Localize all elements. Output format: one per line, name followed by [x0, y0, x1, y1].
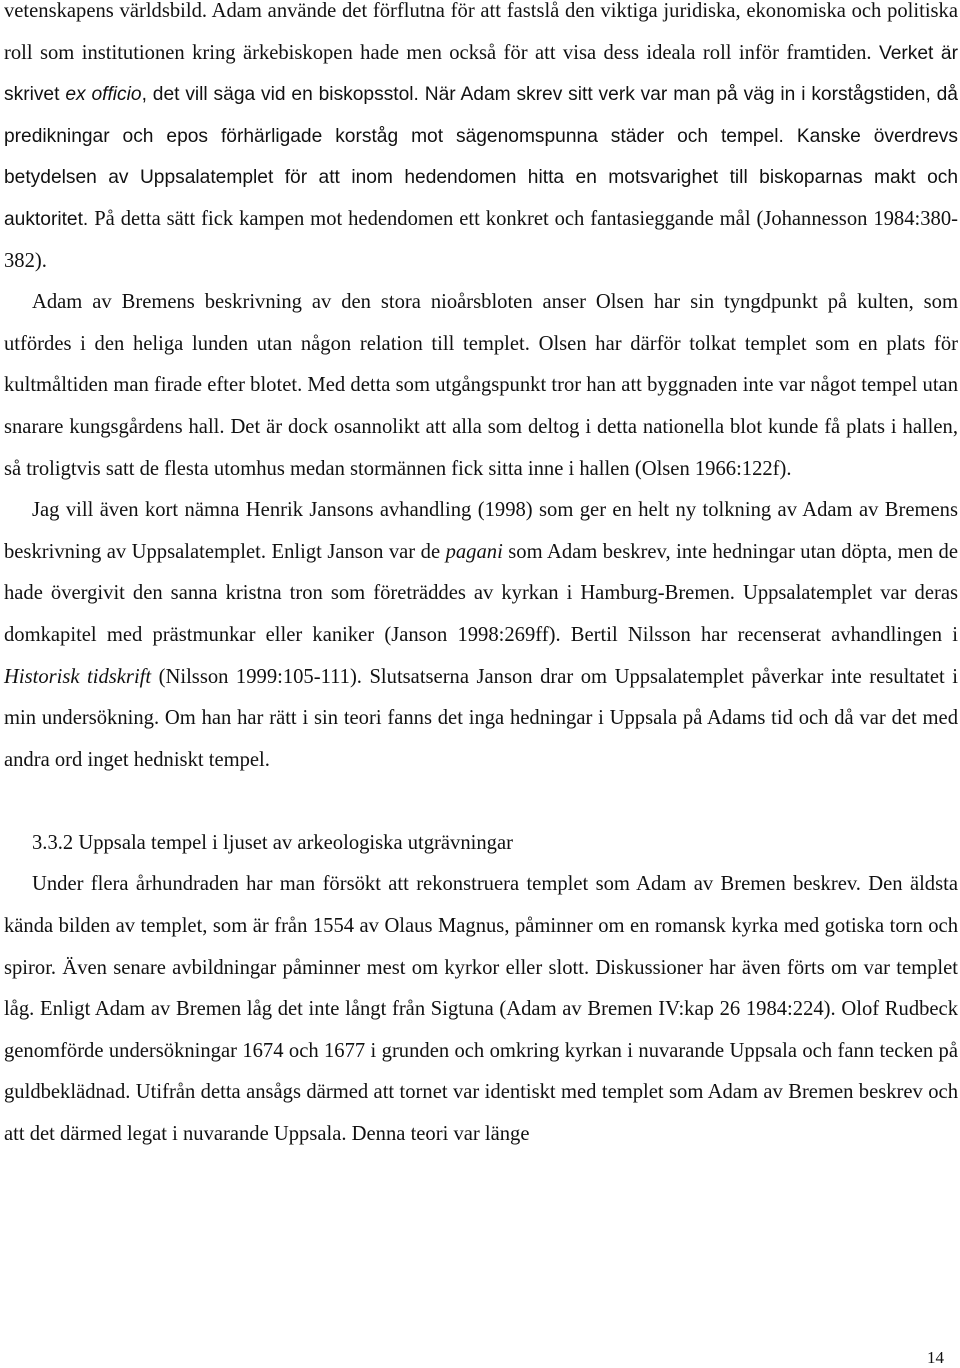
paragraph-3 — [4, 490, 958, 781]
page-number: 14 — [927, 1348, 944, 1367]
paragraph-1 — [4, 0, 958, 282]
paragraph-3-italic-pagani: pagani — [445, 540, 503, 563]
paragraph-1-sentence-1: vetenskapens världsbild. Adam använde det förflutna för att fastslå den viktiga juridiska, ekonomiska och politiska roll som institutionen kring ärkebiskopen hade men också för att visa dess ideala roll inför framtiden. — [4, 0, 958, 64]
document-page — [4, 0, 958, 1156]
paragraph-3-italic-journal: Historisk tidskrift — [4, 665, 152, 688]
paragraph-1-italic-term: ex officio — [65, 84, 142, 106]
section-paragraph: Under flera århundraden har man försökt att rekonstruera templet som Adam av Bremen beskrev. Den äldsta kända bilden av templet, som är från 1554 av Olaus Magnus, påminner om en romansk kyrka med gotiska torn och spiror. Även senare avbildningar påminner mest om kyrkor eller slott. Diskussioner har även förts om var templet låg. Enligt Adam av Bremen låg det inte långt från Sigtuna (Adam av Bremen IV:kap 26 1984:224). Olof Rudbeck genomförde undersökningar 1674 och 1677 i grunden och omkring kyrkan i nuvarande Uppsala och fann tecken på guldbeklädnad. Utifrån detta ansågs därmed att tornet var identiskt med templet som Adam av Bremen beskrev och att det därmed legat i nuvarande Uppsala. Denna teori var länge — [4, 873, 958, 1146]
paragraph-1-sentence-4: På detta sätt fick kampen mot hedendomen ett konkret och fantasieggande mål (Johannesson 1984:380-382). — [4, 207, 958, 272]
paragraph-3-text-3: (Nilsson 1999:105-111). Slutsatserna Janson drar om Uppsalatemplet påverkar inte resultatet i min undersökning. Om han har rätt i sin teori fanns det inga hedningar i Uppsala på Adams tid och då var det med andra ord inget hedniskt tempel. — [4, 665, 958, 771]
paragraph-2: Adam av Bremens beskrivning av den stora nioårsbloten anser Olsen har sin tyngdpunkt på kulten, som utfördes i den heliga lunden utan någon relation till templet. Olsen har därför tolkat templet som en plats för kultmåltiden man firade efter blotet. Med detta som utgångspunkt tror han att byggnaden inte var något tempel utan snarare kungsgårdens hall. Det är dock osannolikt att alla som deltog i detta nationella blot kunde få plats i hallen, så troligtvis satt de flesta utomhus medan stormännen fick sitta inne i hallen (Olsen 1966:122f). — [4, 291, 958, 480]
paragraph-1-sentence-3: Kanske överdrevs betydelsen av Uppsalatemplet för att inom hedendomen hitta en motsvarighet till biskoparnas makt och auktoritet. — [4, 125, 958, 230]
paragraph-1-sentence-2-end: , det vill säga vid en biskopsstol. När Adam skrev sitt verk var man på väg in i korstågstiden, då predikningar och epos förhärligade korståg mot sägenomspunna städer och tempel. — [4, 84, 958, 147]
paragraph-1-sans-block — [4, 43, 958, 230]
paragraph-3-text-1: Jag vill även kort nämna Henrik Jansons avhandling (1998) som ger en helt ny tolkning av Adam av Bremens beskrivning av Uppsalatemplet. Enligt Janson var de — [4, 499, 958, 563]
paragraph-3-text-2: som Adam beskrev, inte hedningar utan döpta, men de hade övergivit den sanna kristna tron som företräddes av kyrkan i Hamburg-Bremen. Uppsalatemplet var deras domkapitel med prästmunkar eller kaniker (Janson 1998:269ff). Bertil Nilsson har recenserat avhandlingen i — [4, 540, 958, 646]
paragraph-1-sentence-2-start: Verket är skrivet — [4, 42, 958, 106]
section-heading: 3.3.2 Uppsala tempel i ljuset av arkeologiska utgrävningar — [32, 831, 513, 854]
